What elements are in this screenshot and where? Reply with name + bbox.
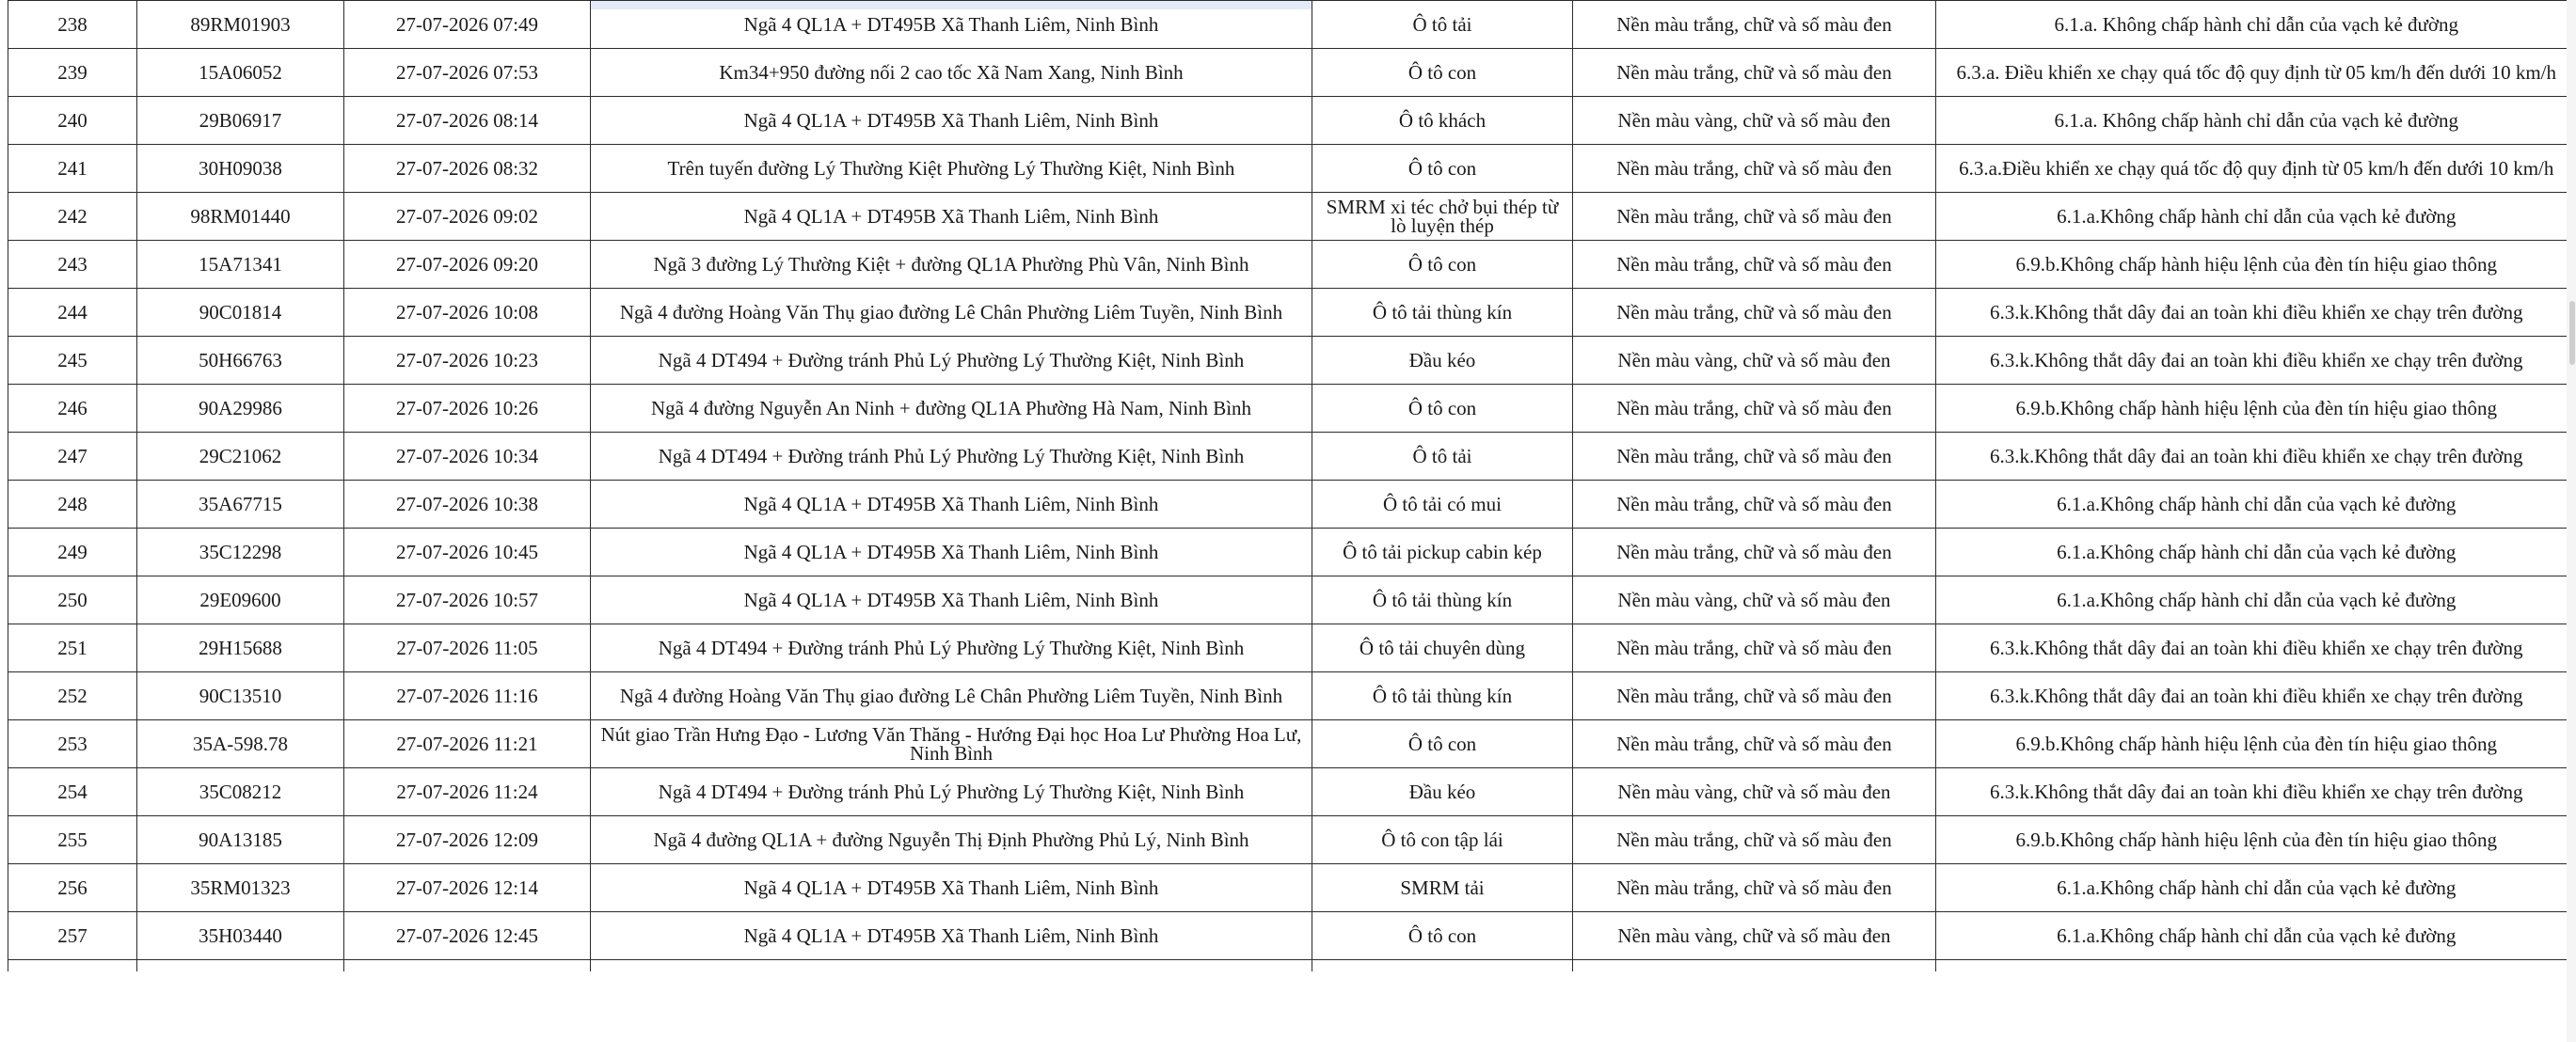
cell-time[interactable]: 27-07-2026 11:05 — [344, 624, 591, 672]
cell-plate-number[interactable]: 35A67715 — [137, 481, 344, 529]
cell-violation[interactable]: 6.1.a.Không chấp hành chỉ dẫn của vạch kẻ đường — [1936, 481, 2576, 529]
cell-location[interactable]: Ngã 4 QL1A + DT495B Xã Thanh Liêm, Ninh Bình — [591, 912, 1312, 960]
cell-stt[interactable]: 254 — [8, 768, 137, 816]
cell-violation[interactable]: 6.3.a.Điều khiển xe chạy quá tốc độ quy định từ 05 km/h đến dưới 10 km/h — [1936, 145, 2576, 193]
table-row — [8, 864, 2576, 912]
cell-plate-color[interactable]: Nền màu trắng, chữ và số màu đen — [1573, 49, 1936, 97]
cell-plate-color[interactable]: Nền màu vàng, chữ và số màu đen — [1573, 97, 1936, 145]
table-row — [8, 624, 2576, 672]
cell-plate-color[interactable]: Nền màu trắng, chữ và số màu đen — [1573, 241, 1936, 289]
cell-stt[interactable]: 240 — [8, 97, 137, 145]
cell-plate-number[interactable]: 50H66763 — [137, 337, 344, 385]
cell-time[interactable]: 27-07-2026 10:26 — [344, 385, 591, 433]
cell-time[interactable]: 27-07-2026 10:38 — [344, 481, 591, 529]
table-row — [8, 768, 2576, 816]
cell-plate-number[interactable]: 89RM01903 — [137, 1, 344, 49]
cell-stt[interactable]: 241 — [8, 145, 137, 193]
table-row — [8, 912, 2576, 960]
cell-empty[interactable] — [1312, 960, 1573, 971]
cell-stt[interactable]: 244 — [8, 289, 137, 337]
cell-time[interactable]: 27-07-2026 12:09 — [344, 816, 591, 864]
cell-plate-number[interactable]: 35H03440 — [137, 912, 344, 960]
cell-location[interactable]: Ngã 4 QL1A + DT495B Xã Thanh Liêm, Ninh Bình — [591, 864, 1312, 912]
table-row — [8, 97, 2576, 145]
cell-time[interactable]: 27-07-2026 09:02 — [344, 193, 591, 241]
cell-stt[interactable]: 247 — [8, 433, 137, 481]
cell-stt[interactable]: 248 — [8, 481, 137, 529]
cell-plate-color[interactable]: Nền màu trắng, chữ và số màu đen — [1573, 145, 1936, 193]
cell-empty[interactable] — [1573, 960, 1936, 971]
cell-vehicle-type[interactable]: Ô tô tải — [1312, 433, 1573, 481]
cell-vehicle-type[interactable]: Ô tô tải chuyên dùng — [1312, 624, 1573, 672]
cell-plate-number[interactable]: 90C13510 — [137, 672, 344, 720]
cell-time[interactable]: 27-07-2026 10:45 — [344, 529, 591, 576]
cell-violation[interactable]: 6.3.a. Điều khiển xe chạy quá tốc độ quy định từ 05 km/h đến dưới 10 km/h — [1936, 49, 2576, 97]
cell-location[interactable]: Trên tuyến đường Lý Thường Kiệt Phường Lý Thường Kiệt, Ninh Bình — [591, 145, 1312, 193]
cell-vehicle-type[interactable]: Ô tô con — [1312, 49, 1573, 97]
table-row — [8, 385, 2576, 433]
cell-stt[interactable]: 246 — [8, 385, 137, 433]
cell-violation[interactable]: 6.3.k.Không thắt dây đai an toàn khi điều khiển xe chạy trên đường — [1936, 672, 2576, 720]
cell-location[interactable]: Ngã 4 QL1A + DT495B Xã Thanh Liêm, Ninh Bình — [591, 481, 1312, 529]
cell-empty[interactable] — [8, 960, 137, 971]
cell-location[interactable]: Km34+950 đường nối 2 cao tốc Xã Nam Xang, Ninh Bình — [591, 49, 1312, 97]
cell-plate-number[interactable]: 29C21062 — [137, 433, 344, 481]
cell-violation[interactable]: 6.1.a.Không chấp hành chỉ dẫn của vạch kẻ đường — [1936, 193, 2576, 241]
cell-plate-color[interactable]: Nền màu vàng, chữ và số màu đen — [1573, 768, 1936, 816]
cell-plate-color[interactable]: Nền màu trắng, chữ và số màu đen — [1573, 385, 1936, 433]
table-row — [8, 433, 2576, 481]
cell-plate-number[interactable]: 35A-598.78 — [137, 720, 344, 768]
cell-time[interactable]: 27-07-2026 09:20 — [344, 241, 591, 289]
cell-location[interactable]: Ngã 4 QL1A + DT495B Xã Thanh Liêm, Ninh Bình — [591, 193, 1312, 241]
cell-location[interactable]: Ngã 4 QL1A + DT495B Xã Thanh Liêm, Ninh Bình — [591, 97, 1312, 145]
table-row — [8, 1, 2576, 49]
table-row — [8, 529, 2576, 576]
cell-vehicle-type[interactable]: Ô tô con — [1312, 145, 1573, 193]
cell-plate-number[interactable]: 90A13185 — [137, 816, 344, 864]
cell-violation[interactable]: 6.9.b.Không chấp hành hiệu lệnh của đèn tín hiệu giao thông — [1936, 816, 2576, 864]
cell-stt[interactable]: 245 — [8, 337, 137, 385]
table-row — [8, 672, 2576, 720]
vertical-scrollbar[interactable] — [2567, 0, 2576, 1042]
cell-violation[interactable]: 6.3.k.Không thắt dây đai an toàn khi điều khiển xe chạy trên đường — [1936, 624, 2576, 672]
cell-location[interactable]: Ngã 4 DT494 + Đường tránh Phủ Lý Phường Lý Thường Kiệt, Ninh Bình — [591, 768, 1312, 816]
cell-plate-color[interactable]: Nền màu trắng, chữ và số màu đen — [1573, 481, 1936, 529]
cell-time[interactable]: 27-07-2026 08:32 — [344, 145, 591, 193]
cell-plate-number[interactable]: 29H15688 — [137, 624, 344, 672]
cell-plate-number[interactable]: 29B06917 — [137, 97, 344, 145]
cell-vehicle-type[interactable]: Đầu kéo — [1312, 768, 1573, 816]
cell-plate-color[interactable]: Nền màu trắng, chữ và số màu đen — [1573, 864, 1936, 912]
cell-time[interactable]: 27-07-2026 07:53 — [344, 49, 591, 97]
cell-time[interactable]: 27-07-2026 12:45 — [344, 912, 591, 960]
cell-vehicle-type[interactable]: Ô tô khách — [1312, 97, 1573, 145]
cell-violation[interactable]: 6.9.b.Không chấp hành hiệu lệnh của đèn tín hiệu giao thông — [1936, 385, 2576, 433]
cell-violation[interactable]: 6.3.k.Không thắt dây đai an toàn khi điều khiển xe chạy trên đường — [1936, 289, 2576, 337]
cell-time[interactable]: 27-07-2026 10:08 — [344, 289, 591, 337]
cell-location[interactable]: Ngã 4 QL1A + DT495B Xã Thanh Liêm, Ninh Bình — [591, 1, 1312, 49]
cell-violation[interactable]: 6.1.a. Không chấp hành chỉ dẫn của vạch kẻ đường — [1936, 97, 2576, 145]
cell-location[interactable]: Ngã 4 DT494 + Đường tránh Phủ Lý Phường Lý Thường Kiệt, Ninh Bình — [591, 624, 1312, 672]
cell-time[interactable]: 27-07-2026 10:23 — [344, 337, 591, 385]
cell-plate-color[interactable]: Nền màu trắng, chữ và số màu đen — [1573, 720, 1936, 768]
cell-vehicle-type[interactable]: SMRM xi téc chở bụi thép từ lò luyện thép — [1312, 193, 1573, 241]
cell-location[interactable]: Ngã 4 QL1A + DT495B Xã Thanh Liêm, Ninh Bình — [591, 529, 1312, 576]
table-row — [8, 49, 2576, 97]
table-row — [8, 720, 2576, 768]
cell-violation[interactable]: 6.1.a.Không chấp hành chỉ dẫn của vạch kẻ đường — [1936, 529, 2576, 576]
table-row — [8, 145, 2576, 193]
cell-stt[interactable]: 251 — [8, 624, 137, 672]
cell-plate-number[interactable]: 90C01814 — [137, 289, 344, 337]
cell-time[interactable]: 27-07-2026 11:24 — [344, 768, 591, 816]
cell-stt[interactable]: 250 — [8, 576, 137, 624]
cell-vehicle-type[interactable]: Ô tô con tập lái — [1312, 816, 1573, 864]
cell-vehicle-type[interactable]: Ô tô con — [1312, 720, 1573, 768]
scrollbar-thumb[interactable] — [2569, 301, 2575, 365]
cell-violation[interactable]: 6.1.a. Không chấp hành chỉ dẫn của vạch kẻ đường — [1936, 1, 2576, 49]
table-row-partial — [8, 960, 2576, 971]
cell-vehicle-type[interactable]: SMRM tải — [1312, 864, 1573, 912]
cell-plate-color[interactable]: Nền màu trắng, chữ và số màu đen — [1573, 1, 1936, 49]
cell-vehicle-type[interactable]: Ô tô tải có mui — [1312, 481, 1573, 529]
cell-vehicle-type[interactable]: Ô tô tải — [1312, 1, 1573, 49]
cell-location[interactable]: Ngã 4 đường Hoàng Văn Thụ giao đường Lê Chân Phường Liêm Tuyền, Ninh Bình — [591, 289, 1312, 337]
table-row — [8, 481, 2576, 529]
cell-plate-number[interactable]: 29E09600 — [137, 576, 344, 624]
cell-violation[interactable]: 6.1.a.Không chấp hành chỉ dẫn của vạch kẻ đường — [1936, 576, 2576, 624]
cell-stt[interactable]: 249 — [8, 529, 137, 576]
cell-plate-color[interactable]: Nền màu trắng, chữ và số màu đen — [1573, 289, 1936, 337]
cell-violation[interactable]: 6.1.a.Không chấp hành chỉ dẫn của vạch kẻ đường — [1936, 912, 2576, 960]
cell-location[interactable]: Ngã 4 QL1A + DT495B Xã Thanh Liêm, Ninh Bình — [591, 576, 1312, 624]
table-row — [8, 241, 2576, 289]
cell-plate-number[interactable]: 30H09038 — [137, 145, 344, 193]
cell-time[interactable]: 27-07-2026 07:49 — [344, 1, 591, 49]
cell-plate-color[interactable]: Nền màu vàng, chữ và số màu đen — [1573, 912, 1936, 960]
cell-time[interactable]: 27-07-2026 08:14 — [344, 97, 591, 145]
cell-plate-color[interactable]: Nền màu vàng, chữ và số màu đen — [1573, 337, 1936, 385]
cell-plate-number[interactable]: 98RM01440 — [137, 193, 344, 241]
table-row — [8, 193, 2576, 241]
cell-location[interactable]: Ngã 3 đường Lý Thường Kiệt + đường QL1A Phường Phù Vân, Ninh Bình — [591, 241, 1312, 289]
cell-vehicle-type[interactable]: Ô tô con — [1312, 912, 1573, 960]
cell-stt[interactable]: 257 — [8, 912, 137, 960]
cell-plate-color[interactable]: Nền màu trắng, chữ và số màu đen — [1573, 672, 1936, 720]
cell-time[interactable]: 27-07-2026 12:14 — [344, 864, 591, 912]
cell-vehicle-type[interactable]: Ô tô tải thùng kín — [1312, 289, 1573, 337]
cell-plate-number[interactable]: 35C12298 — [137, 529, 344, 576]
cell-stt[interactable]: 252 — [8, 672, 137, 720]
cell-time[interactable]: 27-07-2026 11:16 — [344, 672, 591, 720]
cell-violation[interactable]: 6.3.k.Không thắt dây đai an toàn khi điều khiển xe chạy trên đường — [1936, 768, 2576, 816]
cell-plate-number[interactable]: 15A71341 — [137, 241, 344, 289]
cell-stt[interactable]: 253 — [8, 720, 137, 768]
cell-plate-color[interactable]: Nền màu trắng, chữ và số màu đen — [1573, 433, 1936, 481]
cell-plate-color[interactable]: Nền màu trắng, chữ và số màu đen — [1573, 529, 1936, 576]
cell-empty[interactable] — [1936, 960, 2576, 971]
table-row — [8, 337, 2576, 385]
cell-time[interactable]: 27-07-2026 10:57 — [344, 576, 591, 624]
cell-vehicle-type[interactable]: Ô tô con — [1312, 385, 1573, 433]
cell-stt[interactable]: 239 — [8, 49, 137, 97]
cell-location[interactable]: Ngã 4 đường QL1A + đường Nguyễn Thị Định Phường Phủ Lý, Ninh Bình — [591, 816, 1312, 864]
violations-table — [8, 0, 2576, 971]
cell-plate-color[interactable]: Nền màu trắng, chữ và số màu đen — [1573, 816, 1936, 864]
cell-location[interactable]: Nút giao Trần Hưng Đạo - Lương Văn Thăng - Hướng Đại học Hoa Lư Phường Hoa Lư, Ninh Bình — [591, 720, 1312, 768]
cell-plate-color[interactable]: Nền màu trắng, chữ và số màu đen — [1573, 624, 1936, 672]
cell-plate-number[interactable]: 35RM01323 — [137, 864, 344, 912]
cell-plate-number[interactable]: 15A06052 — [137, 49, 344, 97]
cell-stt[interactable]: 242 — [8, 193, 137, 241]
cell-empty[interactable] — [591, 960, 1312, 971]
cell-vehicle-type[interactable]: Ô tô tải thùng kín — [1312, 576, 1573, 624]
cell-plate-number[interactable]: 90A29986 — [137, 385, 344, 433]
cell-empty[interactable] — [344, 960, 591, 971]
cell-stt[interactable]: 256 — [8, 864, 137, 912]
cell-stt[interactable]: 238 — [8, 1, 137, 49]
cell-violation[interactable]: 6.9.b.Không chấp hành hiệu lệnh của đèn tín hiệu giao thông — [1936, 720, 2576, 768]
cell-plate-color[interactable]: Nền màu vàng, chữ và số màu đen — [1573, 576, 1936, 624]
cell-violation[interactable]: 6.3.k.Không thắt dây đai an toàn khi điều khiển xe chạy trên đường — [1936, 433, 2576, 481]
cell-vehicle-type[interactable]: Đầu kéo — [1312, 337, 1573, 385]
cell-violation[interactable]: 6.1.a.Không chấp hành chỉ dẫn của vạch kẻ đường — [1936, 864, 2576, 912]
cell-stt[interactable]: 255 — [8, 816, 137, 864]
cell-stt[interactable]: 243 — [8, 241, 137, 289]
cell-plate-color[interactable]: Nền màu trắng, chữ và số màu đen — [1573, 193, 1936, 241]
cell-vehicle-type[interactable]: Ô tô con — [1312, 241, 1573, 289]
cell-vehicle-type[interactable]: Ô tô tải pickup cabin kép — [1312, 529, 1573, 576]
cell-location[interactable]: Ngã 4 DT494 + Đường tránh Phủ Lý Phường Lý Thường Kiệt, Ninh Bình — [591, 433, 1312, 481]
table-row — [8, 576, 2576, 624]
cell-location[interactable]: Ngã 4 đường Hoàng Văn Thụ giao đường Lê Chân Phường Liêm Tuyền, Ninh Bình — [591, 672, 1312, 720]
cell-time[interactable]: 27-07-2026 10:34 — [344, 433, 591, 481]
cell-location[interactable]: Ngã 4 đường Nguyễn An Ninh + đường QL1A Phường Hà Nam, Ninh Bình — [591, 385, 1312, 433]
cell-violation[interactable]: 6.3.k.Không thắt dây đai an toàn khi điều khiển xe chạy trên đường — [1936, 337, 2576, 385]
cell-location[interactable]: Ngã 4 DT494 + Đường tránh Phủ Lý Phường Lý Thường Kiệt, Ninh Bình — [591, 337, 1312, 385]
table-row — [8, 289, 2576, 337]
cell-empty[interactable] — [137, 960, 344, 971]
cell-violation[interactable]: 6.9.b.Không chấp hành hiệu lệnh của đèn tín hiệu giao thông — [1936, 241, 2576, 289]
cell-plate-number[interactable]: 35C08212 — [137, 768, 344, 816]
table-row — [8, 816, 2576, 864]
cell-time[interactable]: 27-07-2026 11:21 — [344, 720, 591, 768]
cell-vehicle-type[interactable]: Ô tô tải thùng kín — [1312, 672, 1573, 720]
